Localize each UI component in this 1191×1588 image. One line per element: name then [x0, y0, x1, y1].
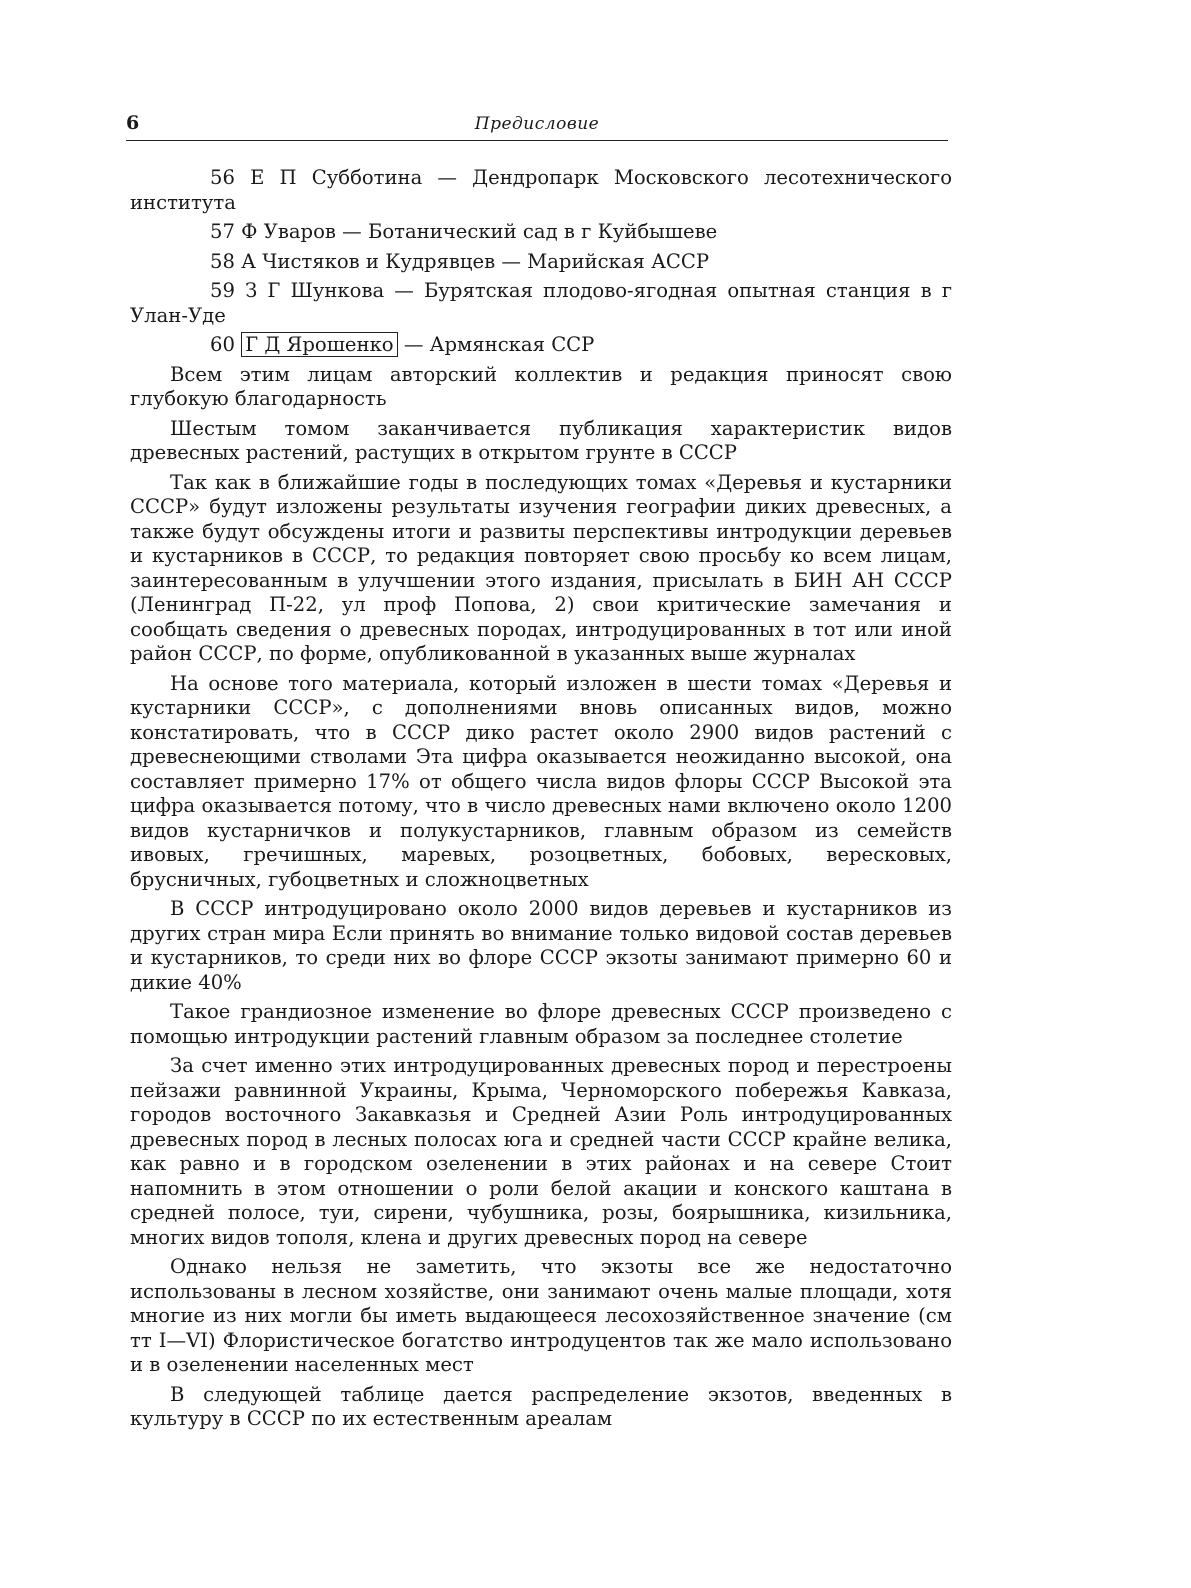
entry-number: 59 [210, 279, 235, 302]
paragraph: В СССР интродуцировано около 2000 видов деревьев и кустарников из других стран мира Если принять во внимание только видовой состав деревьев и кустарников, то среди них во флоре СССР экзоты занимают примерно 60 и дикие 40% [130, 897, 952, 994]
paragraph: Так как в ближайшие годы в последующих томах «Деревья и кустарники СССР» будут изложены результаты изучения географии диких древесных, а также будут обсуждены итоги и развиты перспективы интродукции деревьев и кустарников в СССР, то редакция повторяет свою просьбу ко всем лицам, заинтересованным в улучшении этого издания, присылать в БИН АН СССР (Ленинград П-22, ул проф Попова, 2) свои критические замечания и сообщать сведения о древесных породах, интродуцированных в тот или иной район СССР, по форме, опубликованной в указанных выше журналах [130, 470, 952, 665]
paragraph: В следующей таблице дается распределение экзотов, введенных в культуру в СССР по их естественным ареалам [130, 1382, 952, 1430]
list-item [130, 333, 952, 358]
page-header [126, 112, 948, 141]
entry-text: Е П Субботина — Дендропарк Московского лесотехнического института [130, 166, 952, 214]
entry-text: — Армянская ССР [397, 333, 595, 356]
entry-text: З Г Шункова — Бурятская плодово-ягодная опытная станция в г Улан-Уде [130, 279, 952, 327]
entry-number: 60 [210, 333, 235, 356]
entry-number: 56 [210, 166, 235, 189]
paragraph: Шестым томом заканчивается публикация характеристик видов древесных растений, растущих в открытом грунте в СССР [130, 416, 952, 464]
body-text [130, 166, 952, 1432]
running-head: Предисловие [474, 114, 600, 134]
list-item [130, 279, 952, 328]
list-item [130, 220, 952, 245]
page-number: 6 [126, 112, 140, 134]
entry-number: 57 [210, 220, 235, 243]
boxed-name: Г Д Ярошенко [241, 332, 397, 357]
entry-number: 58 [210, 249, 235, 273]
entry-text: Ф Уваров — Ботанический сад в г Куйбышеве [241, 220, 718, 243]
list-item [130, 166, 952, 215]
paragraph: Всем этим лицам авторский коллектив и редакция приносят свою глубокую благодарность [130, 362, 952, 410]
paragraph: За счет именно этих интродуцированных древесных пород и перестроены пейзажи равнинной Украины, Крыма, Черноморского побережья Кавказа, городов восточного Закавказья и Средней Азии Роль интродуцированных древесных пород в лесных полосах юга и средней части СССР крайне велика, как равно и в городском озеленении в этих районах и на севере Стоит напомнить в этом отношении о роли белой акации и конского каштана в средней полосе, туи, сирени, чубушника, розы, боярышника, кизильника, многих видов тополя, клена и других древесных пород на севере [130, 1054, 952, 1249]
paragraph: Однако нельзя не заметить, что экзоты все же недостаточно использованы в лесном хозяйстве, они занимают очень малые площади, хотя многие из них могли бы иметь выдающееся лесохозяйственное значение (см тт I—VI) Флористическое богатство интродуцентов так же мало использовано и в озеленении населенных мест [130, 1255, 952, 1376]
paragraph: На основе того материала, который изложен в шести томах «Деревья и кустарники СССР», с дополнениями вновь описанных видов, можно констатировать, что в СССР дико растет около 2900 видов растений с древеснеющими стволами Эта цифра оказывается неожиданно высокой, она составляет примерно 17% от общего числа видов флоры СССР Высокой эта цифра оказывается потому, что в число древесных нами включено около 1200 видов кустарничков и полукустарников, главным образом из семейств ивовых, гречишных, маревых, розоцветных, бобовых, вересковых, брусничных, губоцветных и сложноцветных [130, 671, 952, 891]
entry-text: А Чистяков и Кудрявцев — Марийская АССР [241, 249, 710, 273]
list-item [130, 250, 952, 275]
paragraph: Такое грандиозное изменение во флоре древесных СССР произведено с помощью интродукции растений главным образом за последнее столетие [130, 1000, 952, 1048]
